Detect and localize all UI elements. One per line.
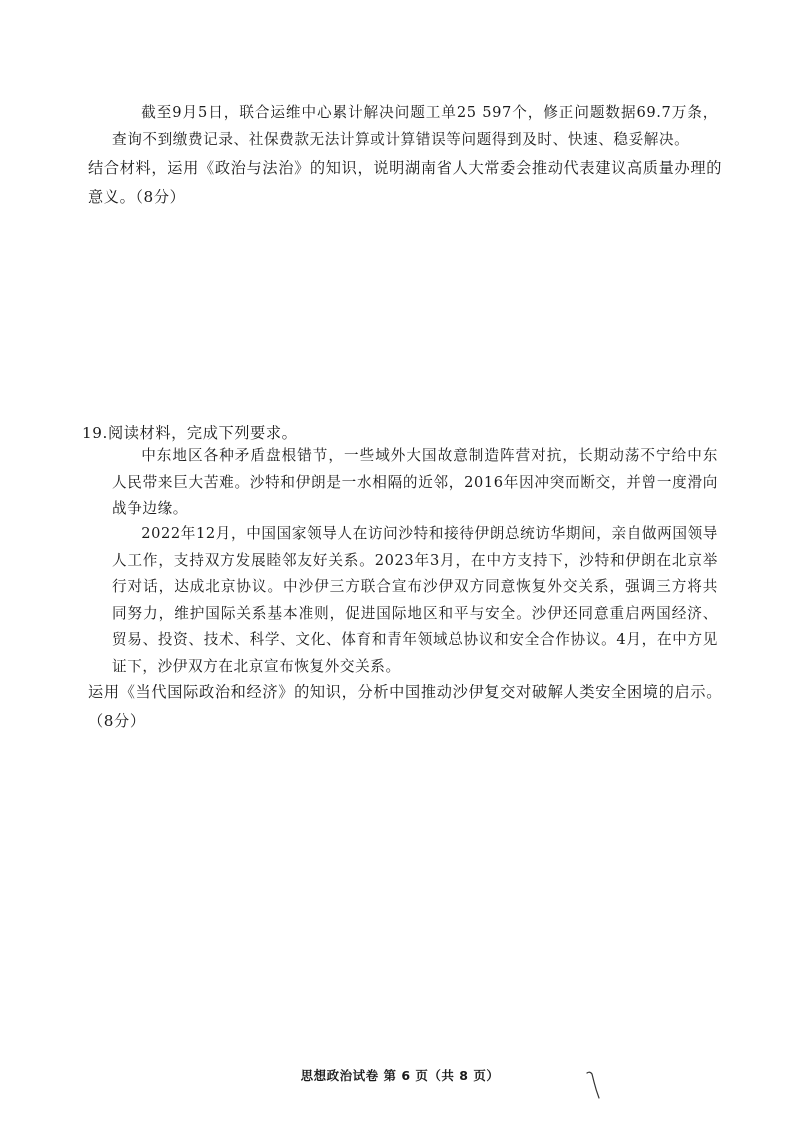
q19-instruction: 阅读材料，完成下列要求。 [107,424,298,442]
q19-prompt: 运用《当代国际政治和经济》的知识，分析中国推动沙伊复交对破解人类安全困境的启示。（8分） [88,683,722,730]
q18-prompt: 结合材料，运用《政治与法治》的知识，说明湖南省人大常委会推动代表建议高质量办理的意义。（8分） [88,159,722,206]
q19-material-paragraph-1: 中东地区各种矛盾盘根错节，一些域外大国故意制造阵营对抗，长期动荡不宁给中东人民带来巨大苦难。沙特和伊朗是一水相隔的近邻，2016年因冲突而断交，并曾一度滑向战争边缘。 [112,447,718,517]
q19-number: 19. [82,424,108,442]
q18-material-tail: 截至9月5日，联合运维中心累计解决问题工单25 597个，修正问题数据69.7万条，查询不到缴费记录、社保费款无法计算或计算错误等问题得到及时、快速、稳妥解决。 [112,104,718,148]
page-footer: 思想政治试卷 第 6 页（共 8 页） [300,1068,500,1083]
pen-stroke-mark [584,1068,604,1104]
q19-material-paragraph-2: 2022年12月，中国国家领导人在访问沙特和接待伊朗总统访华期间，亲自做两国领导人工作，支持双方发展睦邻友好关系。2023年3月，在中方支持下，沙特和伊朗在北京举行对话，达成北京协议。中沙伊三方联合宣布沙伊双方同意恢复外交关系，强调三方将共同努力，维护国际关系基本准则，促进国际地区和平与安全。沙伊还同意重启两国经济、贸易、投资、技术、科学、文化、体育和青年领域总协议和安全合作协议。4月，在中方见证下，沙伊双方在北京宣布恢复外交关系。 [112,525,718,675]
